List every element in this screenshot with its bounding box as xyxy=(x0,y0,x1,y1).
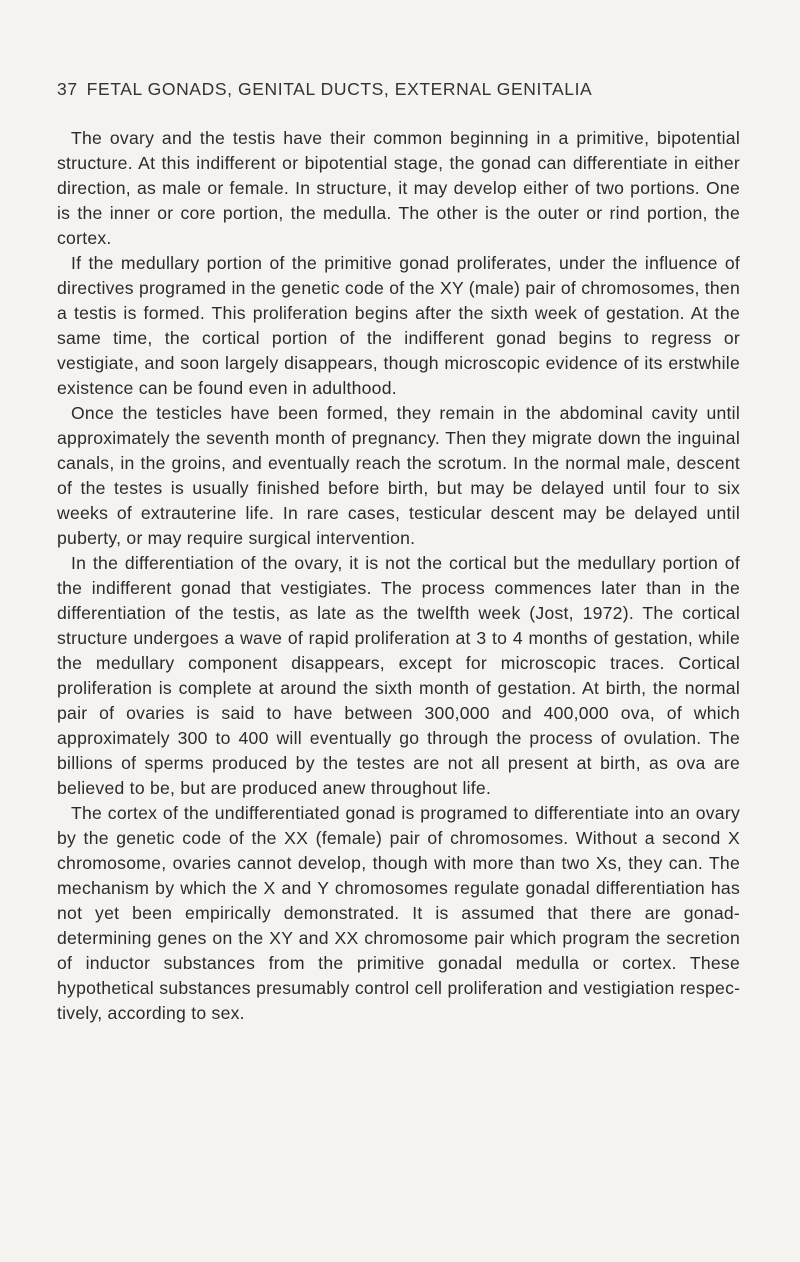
paragraph: In the differentiation of the ovary, it is not the cortical but the medullary portion of the indifferent gonad that vestigiates. The process commences later than in the differentiation of the testis, as late as the twelfth week (Jost, 1972). The cortical structure undergoes a wave of rapid proliferation at 3 to 4 months of gestation, while the medullary component disappears, except for microscopic traces. Cortical proliferation is complete at around the sixth month of gestation. At birth, the normal pair of ovaries is said to have between 300,000 and 400,000 ova, of which approximately 300 to 400 will eventually go through the process of ovulation. The billions of sperms produced by the testes are not all present at birth, as ova are believed to be, but are produced anew throughout life. xyxy=(57,553,740,798)
running-header xyxy=(57,79,592,100)
paragraph: The cortex of the undifferentiated gonad is programed to differentiate into an ovary by the genetic code of the XX (female) pair of chromosomes. Without a second X chromosome, ovaries cannot develop, though with more than two Xs, they can. The mechanism by which the X and Y chromosomes regulate gonadal differentiation has not yet been empirically demonstrated. It is assumed that there are gonad-determining genes on the XY and XX chromosome pair which program the secretion of inductor substances from the primitive gonadal medulla or cortex. These hypothetical substances presumably control cell proliferation and vestigiation respectively, according to sex. xyxy=(57,803,740,1023)
page-number: 37 xyxy=(57,79,78,99)
chapter-title: FETAL GONADS, GENITAL DUCTS, EXTERNAL GENITALIA xyxy=(86,79,593,99)
paragraph: If the medullary portion of the primitive gonad proliferates, under the influence of directives programed in the genetic code of the XY (male) pair of chromosomes, then a testis is formed. This proliferation begins after the sixth week of gestation. At the same time, the cortical portion of the indifferent gonad begins to regress or vestigiate, and soon largely disappears, though microscopic evidence of its erstwhile existence can be found even in adulthood. xyxy=(57,253,740,398)
body-text xyxy=(57,126,740,1026)
paragraph: The ovary and the testis have their common beginning in a primitive, bipotential structure. At this indifferent or bipotential stage, the gonad can differentiate in either direction, as male or female. In structure, it may develop either of two portions. One is the inner or core portion, the medulla. The other is the outer or rind portion, the cortex. xyxy=(57,128,740,248)
paragraph: Once the testicles have been formed, they remain in the abdominal cavity until approximately the seventh month of pregnancy. Then they migrate down the inguinal canals, in the groins, and eventually reach the scrotum. In the normal male, descent of the testes is usually finished before birth, but may be delayed until four to six weeks of extrauterine life. In rare cases, testicular descent may be delayed until puberty, or may require surgical intervention. xyxy=(57,403,740,548)
